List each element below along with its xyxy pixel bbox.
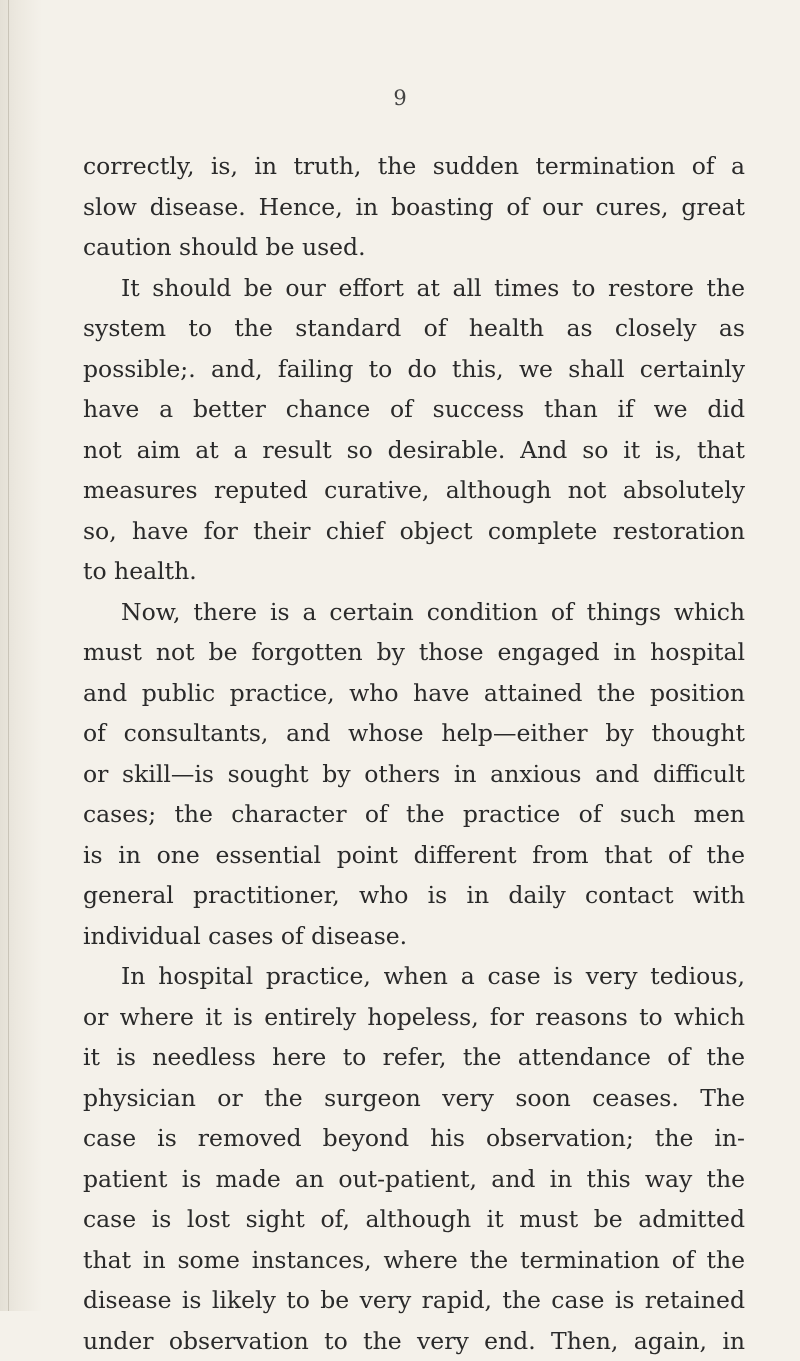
text-line: to health. <box>83 551 745 592</box>
text-line: and public practice, who have attained the position <box>83 673 745 714</box>
text-line: measures reputed curative, although not absolutely <box>83 470 745 511</box>
text-line: patient is made an out-patient, and in this way the <box>83 1159 745 1200</box>
body-text <box>83 146 745 1361</box>
text-line: of consultants, and whose help—either by thought <box>83 713 745 754</box>
text-line: case is lost sight of, although it must be admitted <box>83 1199 745 1240</box>
text-line: physician or the surgeon very soon ceases. The <box>83 1078 745 1119</box>
text-line: it is needless here to refer, the attendance of the <box>83 1037 745 1078</box>
page-gutter <box>0 0 42 1311</box>
text-line: disease is likely to be very rapid, the case is retained <box>83 1280 745 1321</box>
text-line: caution should be used. <box>83 227 745 268</box>
text-line: that in some instances, where the termination of the <box>83 1240 745 1281</box>
text-line: cases; the character of the practice of such men <box>83 794 745 835</box>
text-line: system to the standard of health as closely as <box>83 308 745 349</box>
text-line: correctly, is, in truth, the sudden termination of a <box>83 146 745 187</box>
text-line: is in one essential point different from that of the <box>83 835 745 876</box>
text-line: possible;. and, failing to do this, we shall certainly <box>83 349 745 390</box>
text-line: or skill—is sought by others in anxious and difficult <box>83 754 745 795</box>
text-line: In hospital practice, when a case is very tedious, <box>83 956 745 997</box>
text-line: Now, there is a certain condition of things which <box>83 592 745 633</box>
text-line: general practitioner, who is in daily contact with <box>83 875 745 916</box>
text-line: not aim at a result so desirable. And so it is, that <box>83 430 745 471</box>
binding-edge <box>8 0 9 1311</box>
text-line: under observation to the very end. Then, again, in <box>83 1321 745 1361</box>
text-line: or where it is entirely hopeless, for reasons to which <box>83 997 745 1038</box>
text-line: It should be our effort at all times to restore the <box>83 268 745 309</box>
text-line: case is removed beyond his observation; the in- <box>83 1118 745 1159</box>
text-line: have a better chance of success than if we did <box>83 389 745 430</box>
text-line: individual cases of disease. <box>83 916 745 957</box>
page-number: 9 <box>0 86 800 110</box>
text-line: slow disease. Hence, in boasting of our cures, great <box>83 187 745 228</box>
text-line: must not be forgotten by those engaged in hospital <box>83 632 745 673</box>
text-line: so, have for their chief object complete restoration <box>83 511 745 552</box>
